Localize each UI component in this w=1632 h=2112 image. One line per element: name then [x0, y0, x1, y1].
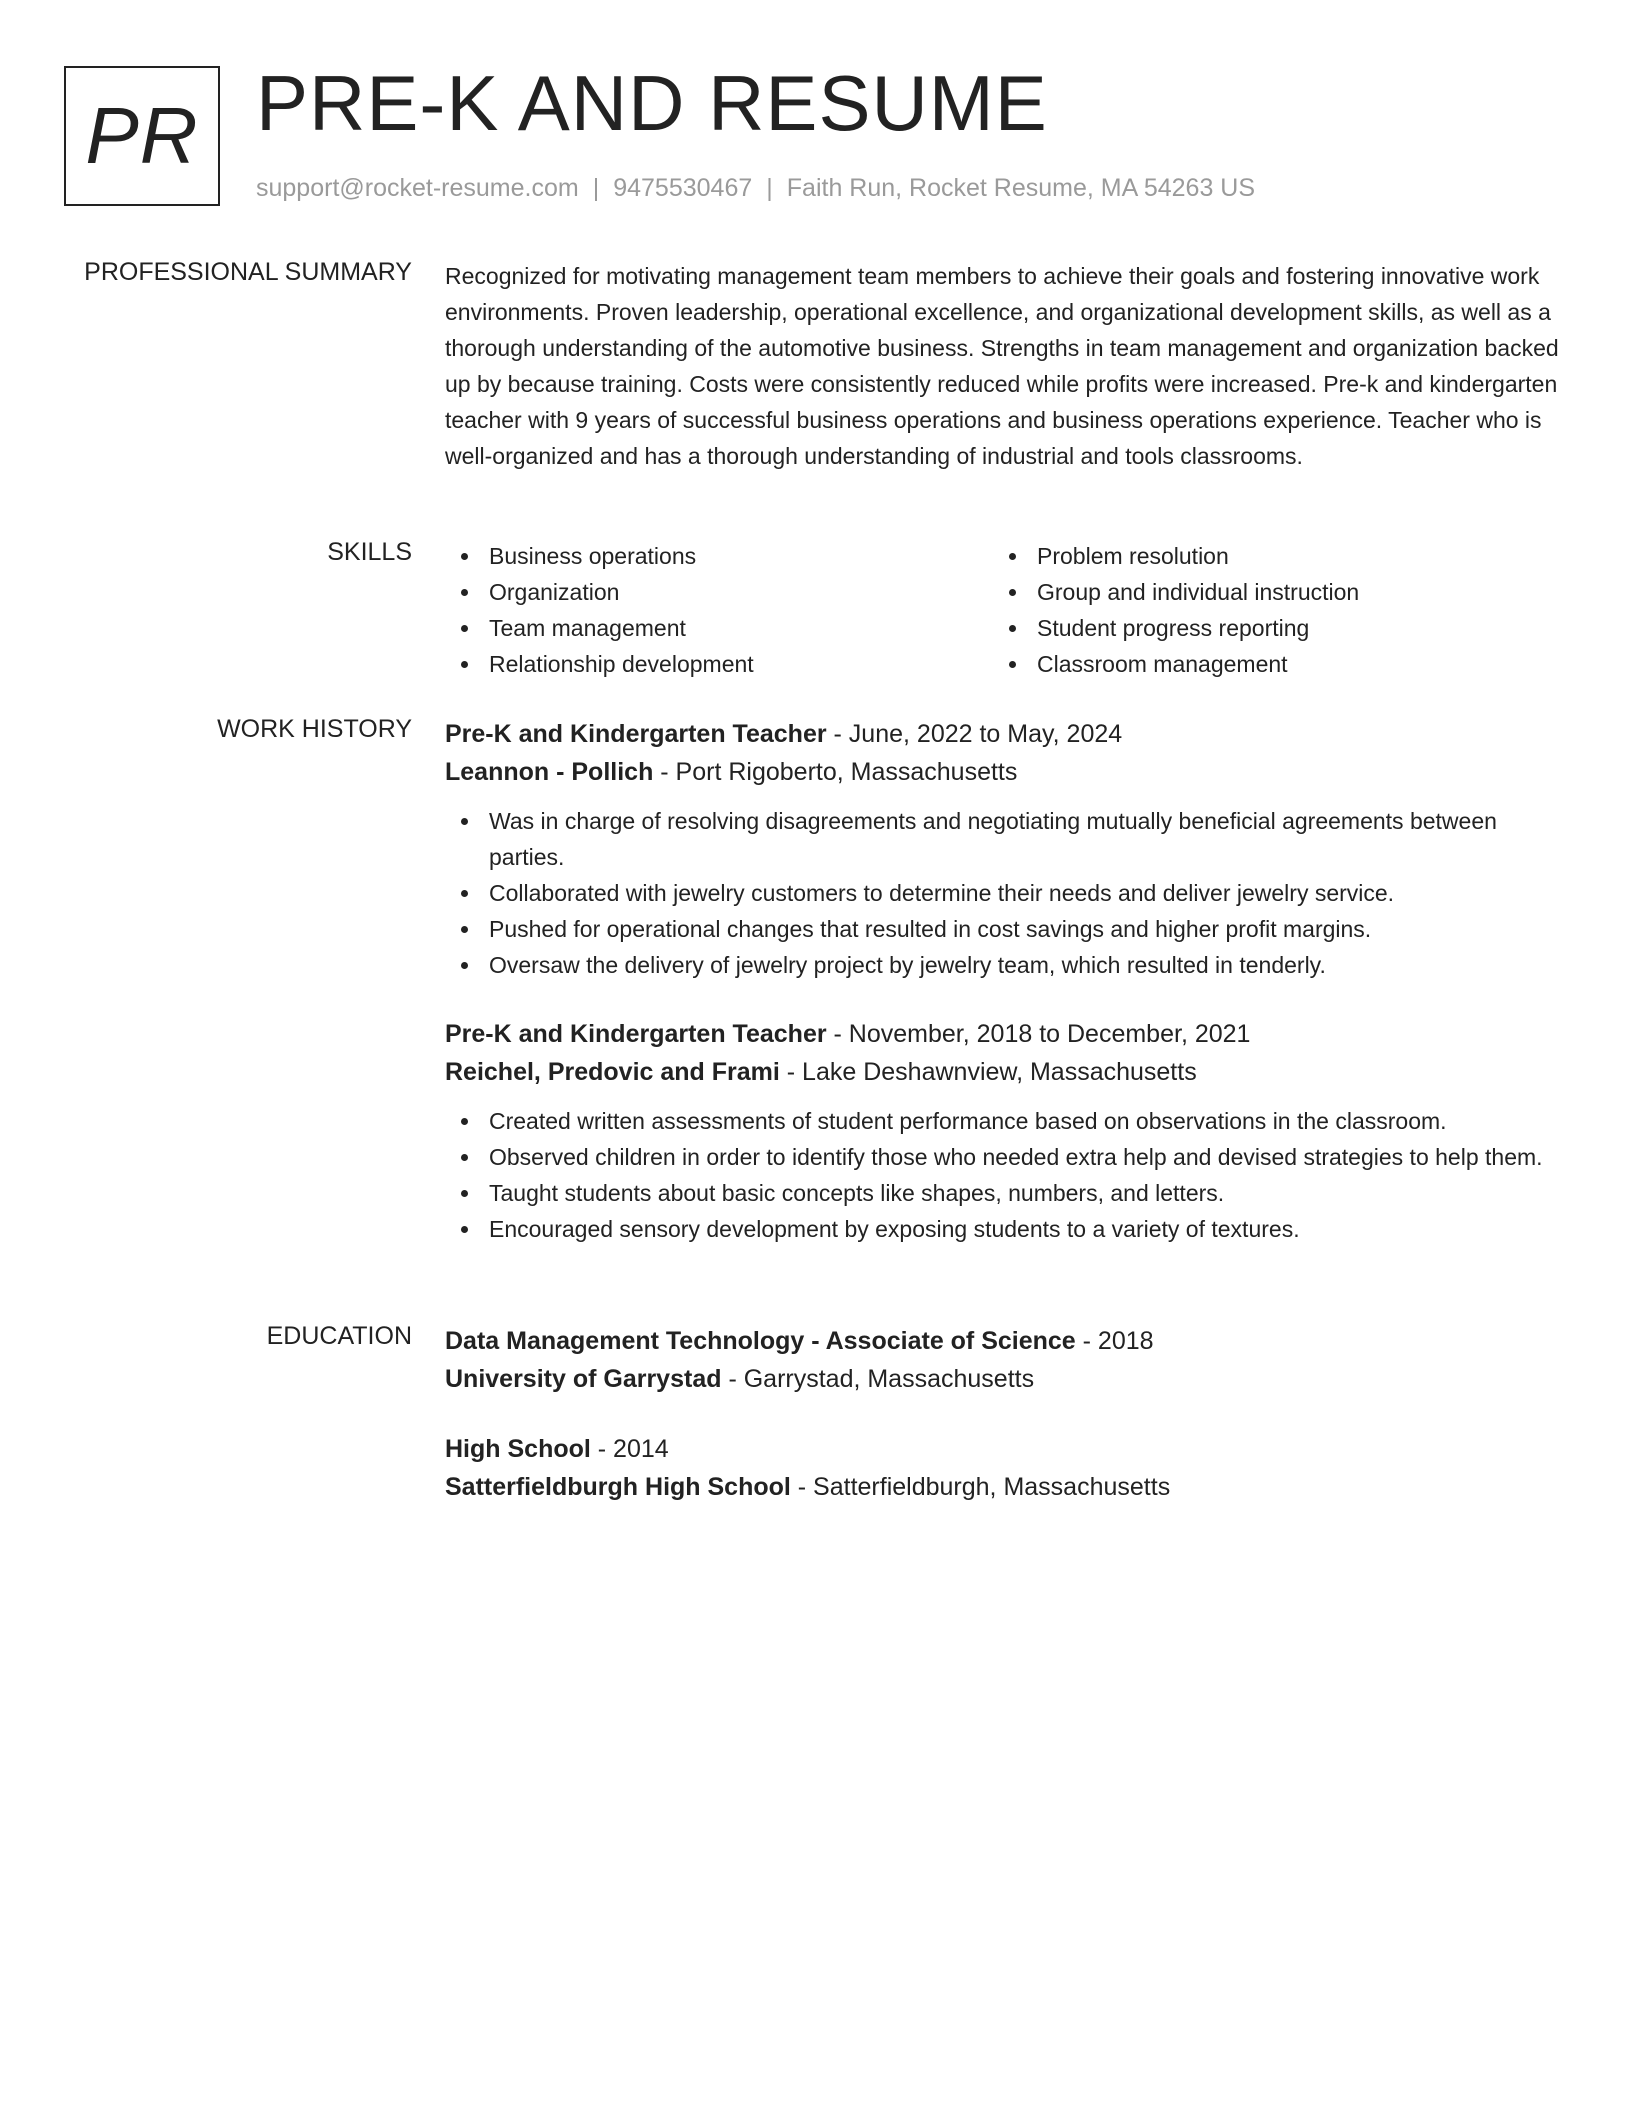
- skill-item: Student progress reporting: [993, 610, 1541, 646]
- job-title: Pre-K and Kindergarten Teacher: [445, 720, 827, 748]
- skills-columns: [445, 538, 1565, 682]
- skill-item: Problem resolution: [993, 538, 1541, 574]
- education-entry: [445, 1322, 1565, 1398]
- skill-item: Business operations: [445, 538, 993, 574]
- contact-address: Faith Run, Rocket Resume, MA 54263 US: [786, 174, 1256, 202]
- job-bullets: [445, 803, 1565, 983]
- summary-text: Recognized for motivating management team members to achieve their goals and fostering innovative work environments. Proven leadership, operational excellence, and organizational development skills, as well as a thorough understanding of the automotive business. Strengths in team management and organization backed up by because training. Costs were consistently reduced while profits were increased. Pre-k and kindergarten teacher with 9 years of successful business operations and business operations experience. Teacher who is well-organized and has a thorough understanding of industrial and tools classrooms.: [445, 263, 1559, 469]
- education-location: - Satterfieldburgh, Massachusetts: [790, 1473, 1171, 1501]
- job-title-line: [445, 715, 1565, 753]
- education-year: - 2018: [1075, 1327, 1154, 1355]
- contact-line: [256, 174, 1255, 203]
- education-degree-line: [445, 1430, 1565, 1468]
- job-company-line: [445, 753, 1565, 791]
- job-dates: - June, 2022 to May, 2024: [826, 720, 1123, 748]
- skill-item: Team management: [445, 610, 993, 646]
- monogram-logo: PR: [64, 66, 220, 206]
- job-location: - Lake Deshawnview, Massachusetts: [779, 1058, 1197, 1086]
- job-bullet: Encouraged sensory development by exposing students to a variety of textures.: [445, 1211, 1565, 1247]
- education-school: University of Garrystad: [445, 1365, 722, 1393]
- job-company: Reichel, Predovic and Frami: [445, 1058, 780, 1086]
- job-bullet: Oversaw the delivery of jewelry project by jewelry team, which resulted in tenderly.: [445, 947, 1565, 983]
- job-company: Leannon - Pollich: [445, 758, 654, 786]
- skill-item: Organization: [445, 574, 993, 610]
- job-bullet: Observed children in order to identify those who needed extra help and devised strategies to help them.: [445, 1139, 1565, 1175]
- education-entry: [445, 1430, 1565, 1506]
- job-bullet: Pushed for operational changes that resulted in cost savings and higher profit margins.: [445, 911, 1565, 947]
- skill-item: Classroom management: [993, 646, 1541, 682]
- job-bullet: Created written assessments of student performance based on observations in the classroom.: [445, 1103, 1565, 1139]
- job-bullet: Taught students about basic concepts like shapes, numbers, and letters.: [445, 1175, 1565, 1211]
- education-school-line: [445, 1360, 1565, 1398]
- education-school-line: [445, 1468, 1565, 1506]
- resume-name: PRE-K AND RESUME: [256, 59, 1048, 147]
- job-title-line: [445, 1015, 1565, 1053]
- section-label-work: WORK HISTORY: [217, 715, 412, 743]
- education-location: - Garrystad, Massachusetts: [721, 1365, 1035, 1393]
- job-location: - Port Rigoberto, Massachusetts: [653, 758, 1018, 786]
- skills-list-left: [445, 538, 993, 682]
- job-bullet: Collaborated with jewelry customers to determine their needs and deliver jewelry service.: [445, 875, 1565, 911]
- skills-list-right: [993, 538, 1541, 682]
- education-degree-line: [445, 1322, 1565, 1360]
- job-bullets: [445, 1103, 1565, 1247]
- contact-email: support@rocket-resume.com: [256, 174, 579, 202]
- job-dates: - November, 2018 to December, 2021: [826, 1020, 1251, 1048]
- section-label-education: EDUCATION: [266, 1322, 412, 1350]
- education-degree: High School: [445, 1435, 591, 1463]
- job-entry: [445, 1015, 1565, 1247]
- resume-header: [64, 59, 1564, 216]
- job-entry: [445, 715, 1565, 983]
- job-title: Pre-K and Kindergarten Teacher: [445, 1020, 827, 1048]
- contact-separator: |: [592, 174, 600, 202]
- job-bullet: Was in charge of resolving disagreements and negotiating mutually beneficial agreements between parties.: [445, 803, 1565, 875]
- education-year: - 2014: [590, 1435, 669, 1463]
- contact-separator: |: [766, 174, 773, 202]
- contact-phone: 9475530467: [613, 174, 753, 202]
- skill-item: Group and individual instruction: [993, 574, 1541, 610]
- education-degree: Data Management Technology - Associate of Science: [445, 1327, 1076, 1355]
- section-label-summary: PROFESSIONAL SUMMARY: [84, 258, 412, 286]
- section-label-skills: SKILLS: [327, 538, 412, 566]
- job-company-line: [445, 1053, 1565, 1091]
- education-school: Satterfieldburgh High School: [445, 1473, 791, 1501]
- skill-item: Relationship development: [445, 646, 993, 682]
